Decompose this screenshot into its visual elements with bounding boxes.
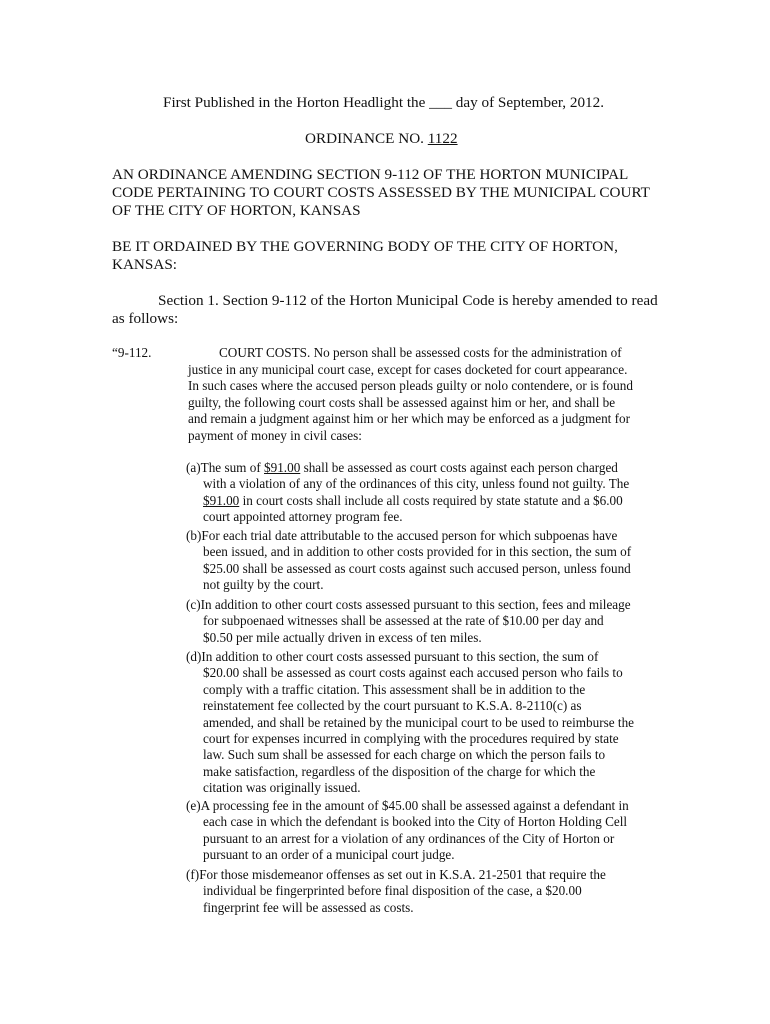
item-d xyxy=(186,649,666,797)
item-a-row xyxy=(186,493,666,509)
item-a-row xyxy=(186,460,666,476)
item-e-row: pursuant to an arrest for a violation of any ordinances of the City of Horton or xyxy=(203,830,615,846)
item-d-row xyxy=(186,649,666,665)
ordinance-label: ORDINANCE NO. xyxy=(305,130,428,147)
ordinance-number: 1122 xyxy=(427,130,458,147)
section-body-line: In such cases where the accused person pleads guilty or nolo contendere, or is found xyxy=(188,378,633,394)
amount: $91.00 xyxy=(203,492,240,508)
title-line: OF THE CITY OF HORTON, KANSAS xyxy=(112,202,361,219)
item-label: (e) xyxy=(186,798,201,813)
item-d-row: citation was originally issued. xyxy=(203,780,361,796)
item-d-row: court for expenses incurred in complying with the procedures required by state xyxy=(203,731,619,747)
publication-text: First Published in the Horton Headlight the ___ day of September, 2012. xyxy=(163,94,605,111)
item-d-row: reinstatement fee collected by the court pursuant to K.S.A. 8-2110(c) as xyxy=(203,698,582,714)
section1-line-1: Section 1. Section 9-112 of the Horton Municipal Code is hereby amended to read xyxy=(158,292,658,309)
item-text: The sum of xyxy=(200,460,265,475)
amount: $91.00 xyxy=(264,460,301,475)
title-line: AN ORDINANCE AMENDING SECTION 9-112 OF THE HORTON MUNICIPAL xyxy=(112,166,629,183)
item-e-row xyxy=(186,798,666,814)
item-b xyxy=(186,528,666,594)
item-a xyxy=(186,460,666,526)
section-number: “9-112. xyxy=(112,345,152,360)
item-d-row: $20.00 shall be assessed as court costs against each accused person who fails to xyxy=(203,665,623,681)
enacting-clause xyxy=(112,238,618,274)
section1-line-2: as follows: xyxy=(112,310,179,327)
item-label: (a) xyxy=(186,460,201,475)
item-d-row: make satisfaction, regardless of the disposition of the charge for which the xyxy=(203,763,596,779)
section-body xyxy=(188,345,658,445)
item-b-row: $25.00 shall be assessed as court costs against such accused person, unless found xyxy=(203,560,631,576)
item-b-row xyxy=(186,528,666,544)
item-label: (f) xyxy=(186,867,200,882)
item-text: in court costs shall include all costs required by state statute and a $6.00 xyxy=(239,492,623,508)
item-e xyxy=(186,798,666,864)
item-d-row: comply with a traffic citation. This assessment shall be in addition to the xyxy=(203,681,586,697)
item-text: shall be assessed as court costs against each person charged xyxy=(300,460,618,475)
ordinance-title xyxy=(112,166,672,220)
publication-line xyxy=(163,94,604,112)
item-b-row: been issued, and in addition to other costs provided for in this section, the sum of xyxy=(203,544,632,560)
item-f-row: fingerprint fee will be assessed as costs. xyxy=(203,899,414,915)
item-c-row xyxy=(186,597,666,613)
item-label: (b) xyxy=(186,528,202,543)
item-d-row: amended, and shall be retained by the municipal court to be used to reimburse the xyxy=(203,714,635,730)
item-c-row: $0.50 per mile actually driven in excess of ten miles. xyxy=(203,629,482,645)
item-text: For those misdemeanor offenses as set out in K.S.A. 21-2501 that require the xyxy=(199,867,606,882)
item-e-row: pursuant to an order of a municipal court judge. xyxy=(203,847,455,863)
item-f-row: individual be fingerprinted before final disposition of the case, a $20.00 xyxy=(203,883,582,899)
enact-line: BE IT ORDAINED BY THE GOVERNING BODY OF THE CITY OF HORTON, xyxy=(112,238,618,255)
enact-line: KANSAS: xyxy=(112,256,177,273)
item-c-row: for subpoenaed witnesses shall be assessed at the rate of $10.00 per day and xyxy=(203,613,604,629)
section-body-line: payment of money in civil cases: xyxy=(188,427,362,443)
section-body-line: COURT COSTS. No person shall be assessed costs for the administration of xyxy=(219,345,622,360)
section-body-line: guilty, the following court costs shall be assessed against him or her, and shall be xyxy=(188,394,616,410)
ordinance-number-line xyxy=(305,130,458,148)
item-text: In addition to other court costs assessed pursuant to this section, fees and mileage xyxy=(200,597,631,612)
title-line: CODE PERTAINING TO COURT COSTS ASSESSED BY THE MUNICIPAL COURT xyxy=(112,184,650,201)
section-body-line: and remain a judgment against him or her which may be enforced as a judgment for xyxy=(188,411,631,427)
item-f xyxy=(186,867,666,916)
item-f-row xyxy=(186,867,666,883)
item-a-row: court appointed attorney program fee. xyxy=(203,509,403,525)
item-text: A processing fee in the amount of $45.00 shall be assessed against a defendant in xyxy=(200,798,629,813)
item-label: (c) xyxy=(186,597,201,612)
item-a-row: with a violation of any of the ordinances of this city, unless found not guilty. The xyxy=(203,476,630,492)
section-body-line: justice in any municipal court case, except for cases docketed for court appearance. xyxy=(188,361,628,377)
item-d-row: law. Such sum shall be assessed for each charge on which the person fails to xyxy=(203,747,606,763)
item-e-row: each case in which the defendant is booked into the City of Horton Holding Cell xyxy=(203,814,628,830)
item-b-row: not guilty by the court. xyxy=(203,577,324,593)
item-label: (d) xyxy=(186,649,202,664)
item-text: For each trial date attributable to the accused person for which subpoenas have xyxy=(201,528,618,543)
item-c xyxy=(186,597,666,646)
item-text: In addition to other court costs assessed pursuant to this section, the sum of xyxy=(201,649,599,664)
